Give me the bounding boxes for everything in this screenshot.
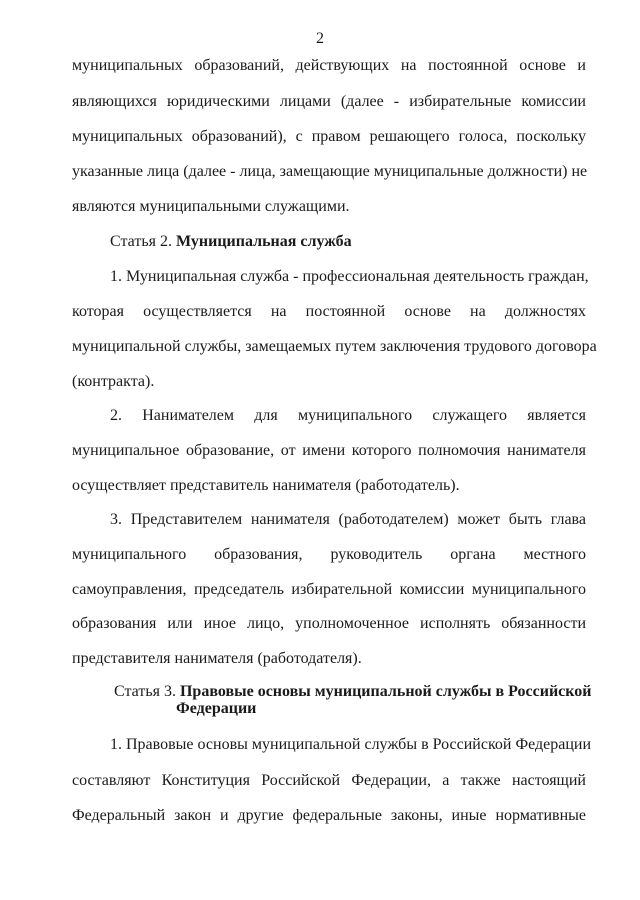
text-line: муниципальное образование, от имени которого полномочия нанимателя — [72, 442, 586, 459]
article-2-title: Муниципальная служба — [175, 233, 352, 250]
article-3-prefix: Статья 3. — [114, 683, 180, 700]
text-line: являющихся юридическими лицами (далее - избирательные комиссии — [72, 93, 586, 110]
article-3-title-line2: Федерации — [176, 700, 257, 717]
article-3-title-line1: Правовые основы муниципальной службы в Российской — [179, 683, 592, 700]
text-line: составляют Конституция Российской Федерации, а также настоящий — [72, 772, 586, 789]
text-line: которая осуществляется на постоянной основе на должностях — [72, 303, 586, 320]
text-line: муниципальных образований), с правом решающего голоса, поскольку — [72, 128, 586, 145]
text-line: 1. Муниципальная служба - профессиональная деятельность граждан, — [110, 268, 589, 285]
text-line: муниципального образования, руководитель органа местного — [72, 546, 586, 563]
text-line: осуществляет представитель нанимателя (работодатель). — [72, 477, 460, 494]
text-line: представителя нанимателя (работодателя). — [72, 650, 362, 667]
text-line: (контракта). — [72, 373, 155, 390]
text-line: являются муниципальными служащими. — [72, 198, 350, 215]
text-line: Федеральный закон и другие федеральные законы, иные нормативные — [72, 807, 586, 824]
text-line: 3. Представителем нанимателя (работодателем) может быть глава — [110, 511, 586, 528]
text-line: самоуправления, председатель избирательной комиссии муниципального — [72, 581, 586, 598]
text-line: муниципальной службы, замещаемых путем заключения трудового договора — [72, 338, 597, 355]
article-3-heading-line2 — [176, 699, 256, 719]
text-line: образования или иное лицо, уполномоченное исполнять обязанности — [72, 615, 586, 632]
article-2-prefix: Статья 2. — [110, 233, 176, 250]
text-line: указанные лица (далее - лица, замещающие муниципальные должности) не — [72, 163, 588, 180]
text-line: муниципальных образований, действующих на постоянной основе и — [72, 57, 586, 74]
text-line: 2. Нанимателем для муниципального служащего является — [110, 407, 586, 424]
article-2-heading — [110, 232, 352, 252]
text-line: 1. Правовые основы муниципальной службы в Российской Федерации — [110, 736, 592, 753]
page-number: 2 — [316, 30, 324, 47]
